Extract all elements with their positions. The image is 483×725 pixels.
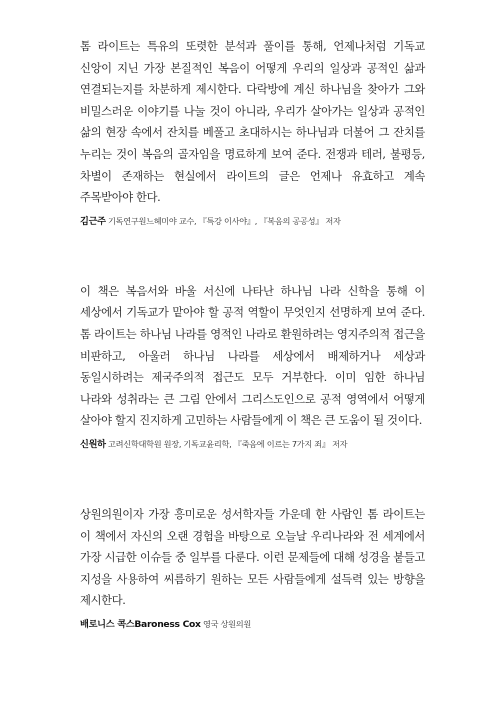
endorsement-attribution xyxy=(80,437,425,452)
endorsement-cox xyxy=(80,504,425,632)
endorsements-page xyxy=(80,36,425,632)
endorser-name: 신원하 xyxy=(80,438,106,450)
endorser-credit: 고려신학대학원 원장, 기독교윤리학, 『죽음에 이르는 7가지 죄』 저자 xyxy=(105,438,348,449)
endorser-credit: 영국 상원의원 xyxy=(200,618,251,629)
endorsement-kim xyxy=(80,36,425,229)
endorsement-attribution xyxy=(80,617,425,632)
endorsement-text: 상원의원이자 가장 흥미로운 성서학자들 가운데 한 사람인 톰 라이트는 이 책에서 자신의 오랜 경험을 바탕으로 오늘날 우리나라와 전 세계에서 가장 시급한 이슈들 중 일부를 다룬다. 이런 문제들에 대해 성경을 붙들고 지성을 사용하여 씨름하기 원하는 모든 사람들에게 설득력 있는 방향을 제시한다. xyxy=(80,507,425,608)
endorsement-text: 톰 라이트는 특유의 또렷한 분석과 풀이를 통해, 언제나처럼 기독교 신앙이 지닌 가장 본질적인 복음이 어떻게 우리의 일상과 공적인 삶과 연결되는지를 차분하게 제시한다. 다락방에 계신 하나님을 찾아가 그와 비밀스러운 이야기를 나눌 것이 아니라, 우리가 살아가는 일상과 공적인 삶의 현장 속에서 잔치를 베풀고 초대하시는 하나님과 더불어 그 잔치를 누리는 것이 복음의 골자임을 명료하게 보여 준다. 전쟁과 테러, 불평등, 차별이 존재하는 현실에서 라이트의 글은 언제나 유효하고 계속 주목받아야 한다. xyxy=(80,40,425,205)
endorsement-text: 이 책은 복음서와 바울 서신에 나타난 하나님 나라 신학을 통해 이 세상에서 기독교가 맡아야 할 공적 역할이 무엇인지 선명하게 보여 준다. 톰 라이트는 하나님 나라를 영적인 나라로 환원하려는 영지주의적 접근을 비판하고, 아울러 하나님 나라를 세상에서 배제하거나 세상과 동일시하려는 제국주의적 접근도 모두 거부한다. 이미 임한 하나님 나라와 성취라는 큰 그림 안에서 그리스도인으로 공적 영역에서 어떻게 살아야 할지 진지하게 고민하는 사람들에게 이 책은 큰 도움이 될 것이다. xyxy=(80,284,425,428)
section-divider xyxy=(80,244,425,245)
endorsement-attribution xyxy=(80,214,425,229)
endorser-name: 김근주 xyxy=(80,215,106,227)
endorsement-shin xyxy=(80,281,425,452)
endorser-credit: 기독연구원느헤미야 교수, 『특강 이사야』, 『복음의 공공성』 저자 xyxy=(105,215,341,226)
endorser-name: 배로니스 콕스Baroness Cox xyxy=(80,618,201,630)
section-divider xyxy=(80,467,425,468)
